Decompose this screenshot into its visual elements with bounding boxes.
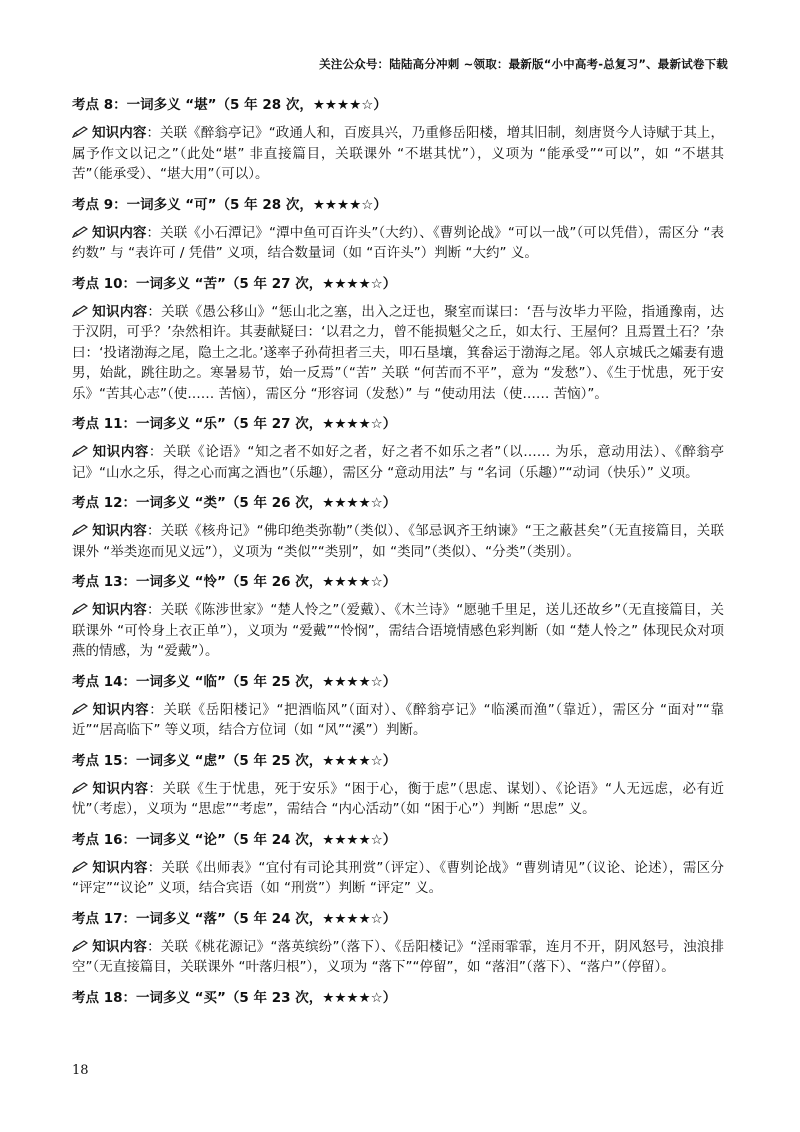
pencil-icon — [72, 524, 88, 536]
header-note: 关注公众号：陆陆高分冲刺 ~领取：最新版“小中高考-总复习”、最新试卷下载 — [319, 57, 728, 71]
section-item — [72, 830, 724, 899]
knowledge-paragraph — [72, 779, 724, 820]
section-heading: 考点 11：一词多义 “乐”（5 年 27 次，★★★★☆） — [72, 416, 397, 432]
section-heading: 考点 14：一词多义 “临”（5 年 25 次，★★★★☆） — [72, 673, 397, 690]
section-heading: 考点 10：一词多义 “苦”（5 年 27 次，★★★★☆） — [72, 275, 397, 292]
knowledge-label: 知识内容 — [92, 602, 148, 618]
knowledge-paragraph — [72, 442, 724, 483]
knowledge-paragraph — [72, 223, 724, 264]
knowledge-text: ：关联《陈涉世家》“楚人怜之”（爱戴）、《木兰诗》“愿驰千里足，送儿还故乡”（无直接篇目，关联课外 “可怜身上衣正单”），义项为 “爱戴”“怜悯”，需结合语境情感色彩判断（如 “楚人怜之” 体现民众对项燕的情感，为 “爱戴”）。 — [72, 602, 725, 659]
pencil-icon — [72, 603, 88, 615]
knowledge-paragraph — [72, 123, 724, 185]
section-item — [72, 195, 724, 264]
knowledge-label: 知识内容 — [92, 125, 147, 141]
section-heading: 考点 15：一词多义 “虑”（5 年 25 次，★★★★☆） — [72, 752, 397, 769]
pencil-icon — [72, 445, 88, 457]
knowledge-label: 知识内容 — [92, 523, 148, 539]
section-item — [72, 493, 724, 562]
section-item — [72, 909, 724, 978]
knowledge-label: 知识内容 — [92, 701, 150, 718]
pencil-icon — [72, 703, 88, 715]
pencil-icon — [72, 226, 88, 238]
section-item — [72, 672, 724, 741]
section-heading: 考点 9：一词多义 “可”（5 年 28 次，★★★★☆） — [72, 196, 387, 213]
pencil-icon — [72, 305, 88, 317]
knowledge-text: ：关联《小石潭记》“潭中鱼可百许头”（大约）、《曹刿论战》“可以一战”（可以凭借），需区分 “表约数” 与 “表许可 / 凭借” 义项，结合数量词（如 “百许头”）判断 “大约” 义。 — [72, 224, 724, 261]
section-item — [72, 751, 724, 820]
knowledge-label: 知识内容 — [92, 224, 147, 241]
knowledge-text: ：关联《岳阳楼记》“把酒临风”（面对）、《醉翁亭记》“临溪而渔”（靠近），需区分 “面对”“靠近”“居高临下” 等义项，结合方位词（如 “风”“溪”）判断。 — [72, 701, 725, 738]
section-item — [72, 274, 724, 405]
section-item — [72, 95, 724, 185]
section-heading: 考点 17：一词多义 “落”（5 年 24 次，★★★★☆） — [72, 910, 397, 927]
knowledge-paragraph — [72, 302, 724, 405]
page-number: 18 — [72, 1063, 89, 1078]
knowledge-label: 知识内容 — [92, 859, 148, 876]
knowledge-text: ：关联《愚公移山》“惩山北之塞，出入之迂也，聚室而谋曰：‘吾与汝毕力平险，指通豫南，达于汉阴，可乎？’杂然相许。其妻献疑曰：‘以君之力，曾不能损魁父之丘，如太行、王屋何？且焉置土石？’杂曰：‘投诸渤海之尾，隐土之北。’遂率子孙荷担者三夫，叩石垦壤，箕畚运于渤海之尾。邻人京城氏之孀妻有遗男，始龀，跳往助之。寒暑易节，始一反焉”（“苦” 关联 “何苦而不平”，意为 “发愁”）、《生于忧患，死于安乐》“苦其心志”（使…… 苦恼），需区分 “形容词（发愁）” 与 “使动用法（使…… 苦恼）”。 — [72, 303, 724, 402]
knowledge-label: 知识内容 — [92, 780, 149, 797]
knowledge-paragraph — [72, 937, 724, 978]
pencil-icon — [72, 126, 88, 138]
section-heading: 考点 18：一词多义 “买”（5 年 23 次，★★★★☆） — [72, 989, 397, 1006]
section-item — [72, 572, 724, 662]
knowledge-paragraph — [72, 858, 724, 899]
knowledge-paragraph — [72, 700, 724, 741]
section-item — [72, 414, 724, 483]
knowledge-text: ：关联《论语》“知之者不如好之者，好之者不如乐之者”（以…… 为乐，意动用法）、《醉翁亭记》“山水之乐，得之心而寓之酒也”（乐趣），需区分 “意动用法” 与 “名词（乐趣）”“动词（快乐）” 义项。 — [72, 444, 725, 481]
section-heading: 考点 8：一词多义 “堪”（5 年 28 次，★★★★☆） — [72, 97, 387, 113]
pencil-icon — [72, 861, 88, 873]
section-heading: 考点 12：一词多义 “类”（5 年 26 次，★★★★☆） — [72, 495, 397, 511]
knowledge-text: ：关联《核舟记》“佛印绝类弥勒”（类似）、《邹忌讽齐王纳谏》“王之蔽甚矣”（无直接篇目，关联课外 “举类迩而见义远”），义项为 “类似”“类别”，如 “类同”（类似）、“分类”（类别）。 — [72, 523, 725, 560]
knowledge-label: 知识内容 — [92, 303, 148, 320]
knowledge-label: 知识内容 — [92, 444, 149, 460]
knowledge-text: ：关联《出师表》“宜付有司论其刑赏”（评定）、《曹刿论战》“曹刿请见”（议论、论述），需区分 “评定”“议论” 义项，结合宾语（如 “刑赏”）判断 “评定” 义。 — [72, 859, 725, 896]
section-heading: 考点 16：一词多义 “论”（5 年 24 次，★★★★☆） — [72, 831, 397, 848]
knowledge-text: ：关联《醉翁亭记》“政通人和，百废具兴，乃重修岳阳楼，增其旧制，刻唐贤今人诗赋于其上，属予作文以记之”（此处“堪” 非直接篇目，关联课外 “不堪其忧”），义项为 “能承受”“可以”，如 “不堪其苦”（能承受）、“堪大用”（可以）。 — [72, 125, 725, 182]
pencil-icon — [72, 940, 88, 952]
document-body — [72, 95, 724, 1018]
knowledge-text: ：关联《桃花源记》“落英缤纷”（落下）、《岳阳楼记》“淫雨霏霏，连月不开，阴风怒号，浊浪排空”（无直接篇目，关联课外 “叶落归根”），义项为 “落下”“停留”，如 “落泪”（落下）、“落户”（停留）。 — [72, 938, 725, 975]
knowledge-label: 知识内容 — [92, 938, 148, 955]
knowledge-text: ：关联《生于忧患，死于安乐》“困于心，衡于虑”（思虑、谋划）、《论语》“人无远虑，必有近忧”（考虑），义项为 “思虑”“考虑”，需结合 “内心活动”（如 “困于心”）判断 “思虑” 义。 — [72, 780, 725, 817]
section-heading: 考点 13：一词多义 “怜”（5 年 26 次，★★★★☆） — [72, 574, 397, 590]
knowledge-paragraph — [72, 600, 724, 662]
pencil-icon — [72, 782, 88, 794]
section-item — [72, 988, 724, 1008]
knowledge-paragraph — [72, 521, 724, 562]
